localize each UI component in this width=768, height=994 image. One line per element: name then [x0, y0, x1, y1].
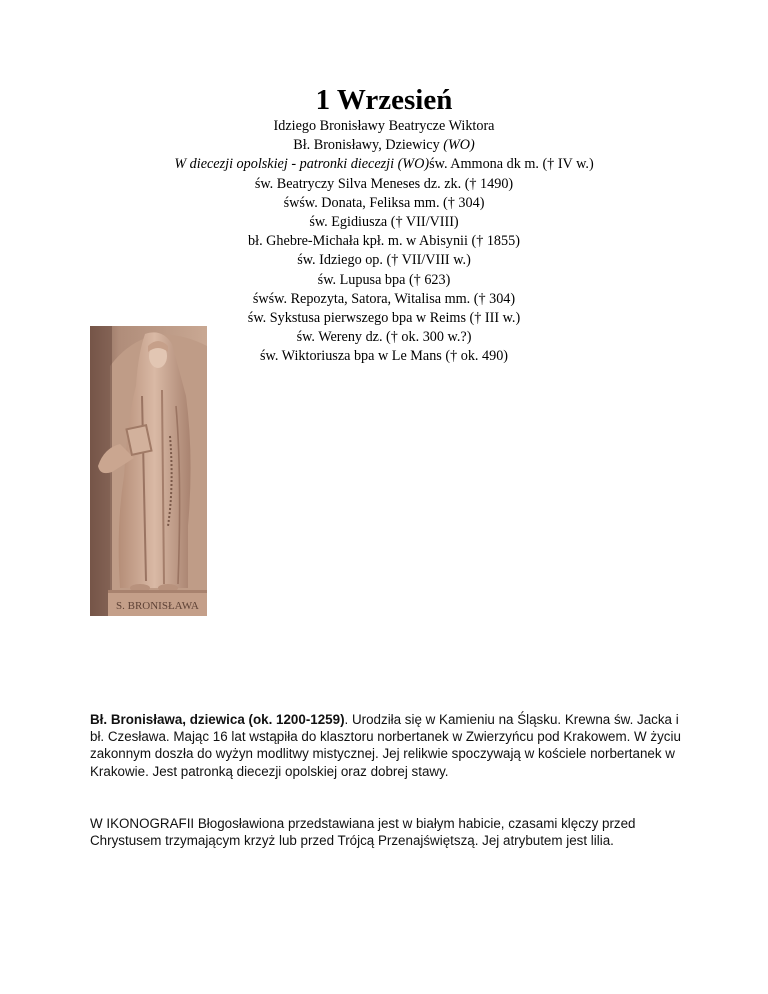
- saint-line: bł. Ghebre-Michała kpł. m. w Abisynii († 1855): [248, 233, 520, 250]
- saint-line: śwśw. Repozyta, Satora, Witalisa mm. († 304): [252, 290, 516, 307]
- saint-line: śwśw. Donata, Feliksa mm. († 304): [283, 194, 485, 211]
- saint-italic: (WO): [443, 137, 475, 154]
- saint-line: św. Wereny dz. († ok. 300 w.?): [296, 329, 472, 346]
- saint-line: [0, 155, 768, 174]
- saint-line: [0, 136, 768, 155]
- saint-line: św. Sykstusa pierwszego bpa w Reims († III w.): [247, 310, 521, 327]
- saint-line: św. Lupusa bpa († 623): [317, 271, 451, 288]
- page-title: 1 Wrzesień: [315, 84, 453, 116]
- saint-line: św. Beatryczy Silva Meneses dz. zk. († 1490): [254, 175, 514, 192]
- iconography-paragraph: W IKONOGRAFII Błogosławiona przedstawiana jest w białym habicie, czasami klęczy przed Chrystusem trzymającym krzyż lub przed Trójcą Przenajświętszą. Jej atrybutem jest lilia.: [90, 816, 636, 849]
- saint-line: św. Wiktoriusza bpa w Le Mans († ok. 490): [259, 348, 509, 365]
- statue-photo: [90, 326, 207, 616]
- saint-line: św. Egidiusza († VII/VIII): [309, 214, 459, 231]
- biography-paragraph: [90, 711, 690, 780]
- saint-text: Bł. Bronisławy, Dziewicy: [293, 137, 444, 154]
- biography-text: . Urodziła się w Kamieniu na Śląsku. Krewna św. Jacka i bł. Czesława. Mając 16 lat wstąpiła do klasztoru norbertanek w Zwierzyńcu pod Krakowem. W życiu zakonnym doszła do wyżyn modlitwy mistycznej. Jej relikwie spoczywają w kościele norbertanek w Krakowie. Jest patronką diecezji opolskiej oraz dobrej stawy.: [90, 712, 681, 779]
- saint-text: św. Ammona dk m. († IV w.): [429, 156, 594, 173]
- statue-inscription: S. BRONISŁAWA: [116, 600, 199, 612]
- names-line: Idziego Bronisławy Beatrycze Wiktora: [273, 118, 495, 134]
- biography-heading: Bł. Bronisława, dziewica (ok. 1200-1259): [90, 712, 345, 727]
- saint-line: św. Idziego op. († VII/VIII w.): [297, 252, 471, 269]
- saint-italic: W diecezji opolskiej - patronki diecezji (WO): [174, 156, 430, 173]
